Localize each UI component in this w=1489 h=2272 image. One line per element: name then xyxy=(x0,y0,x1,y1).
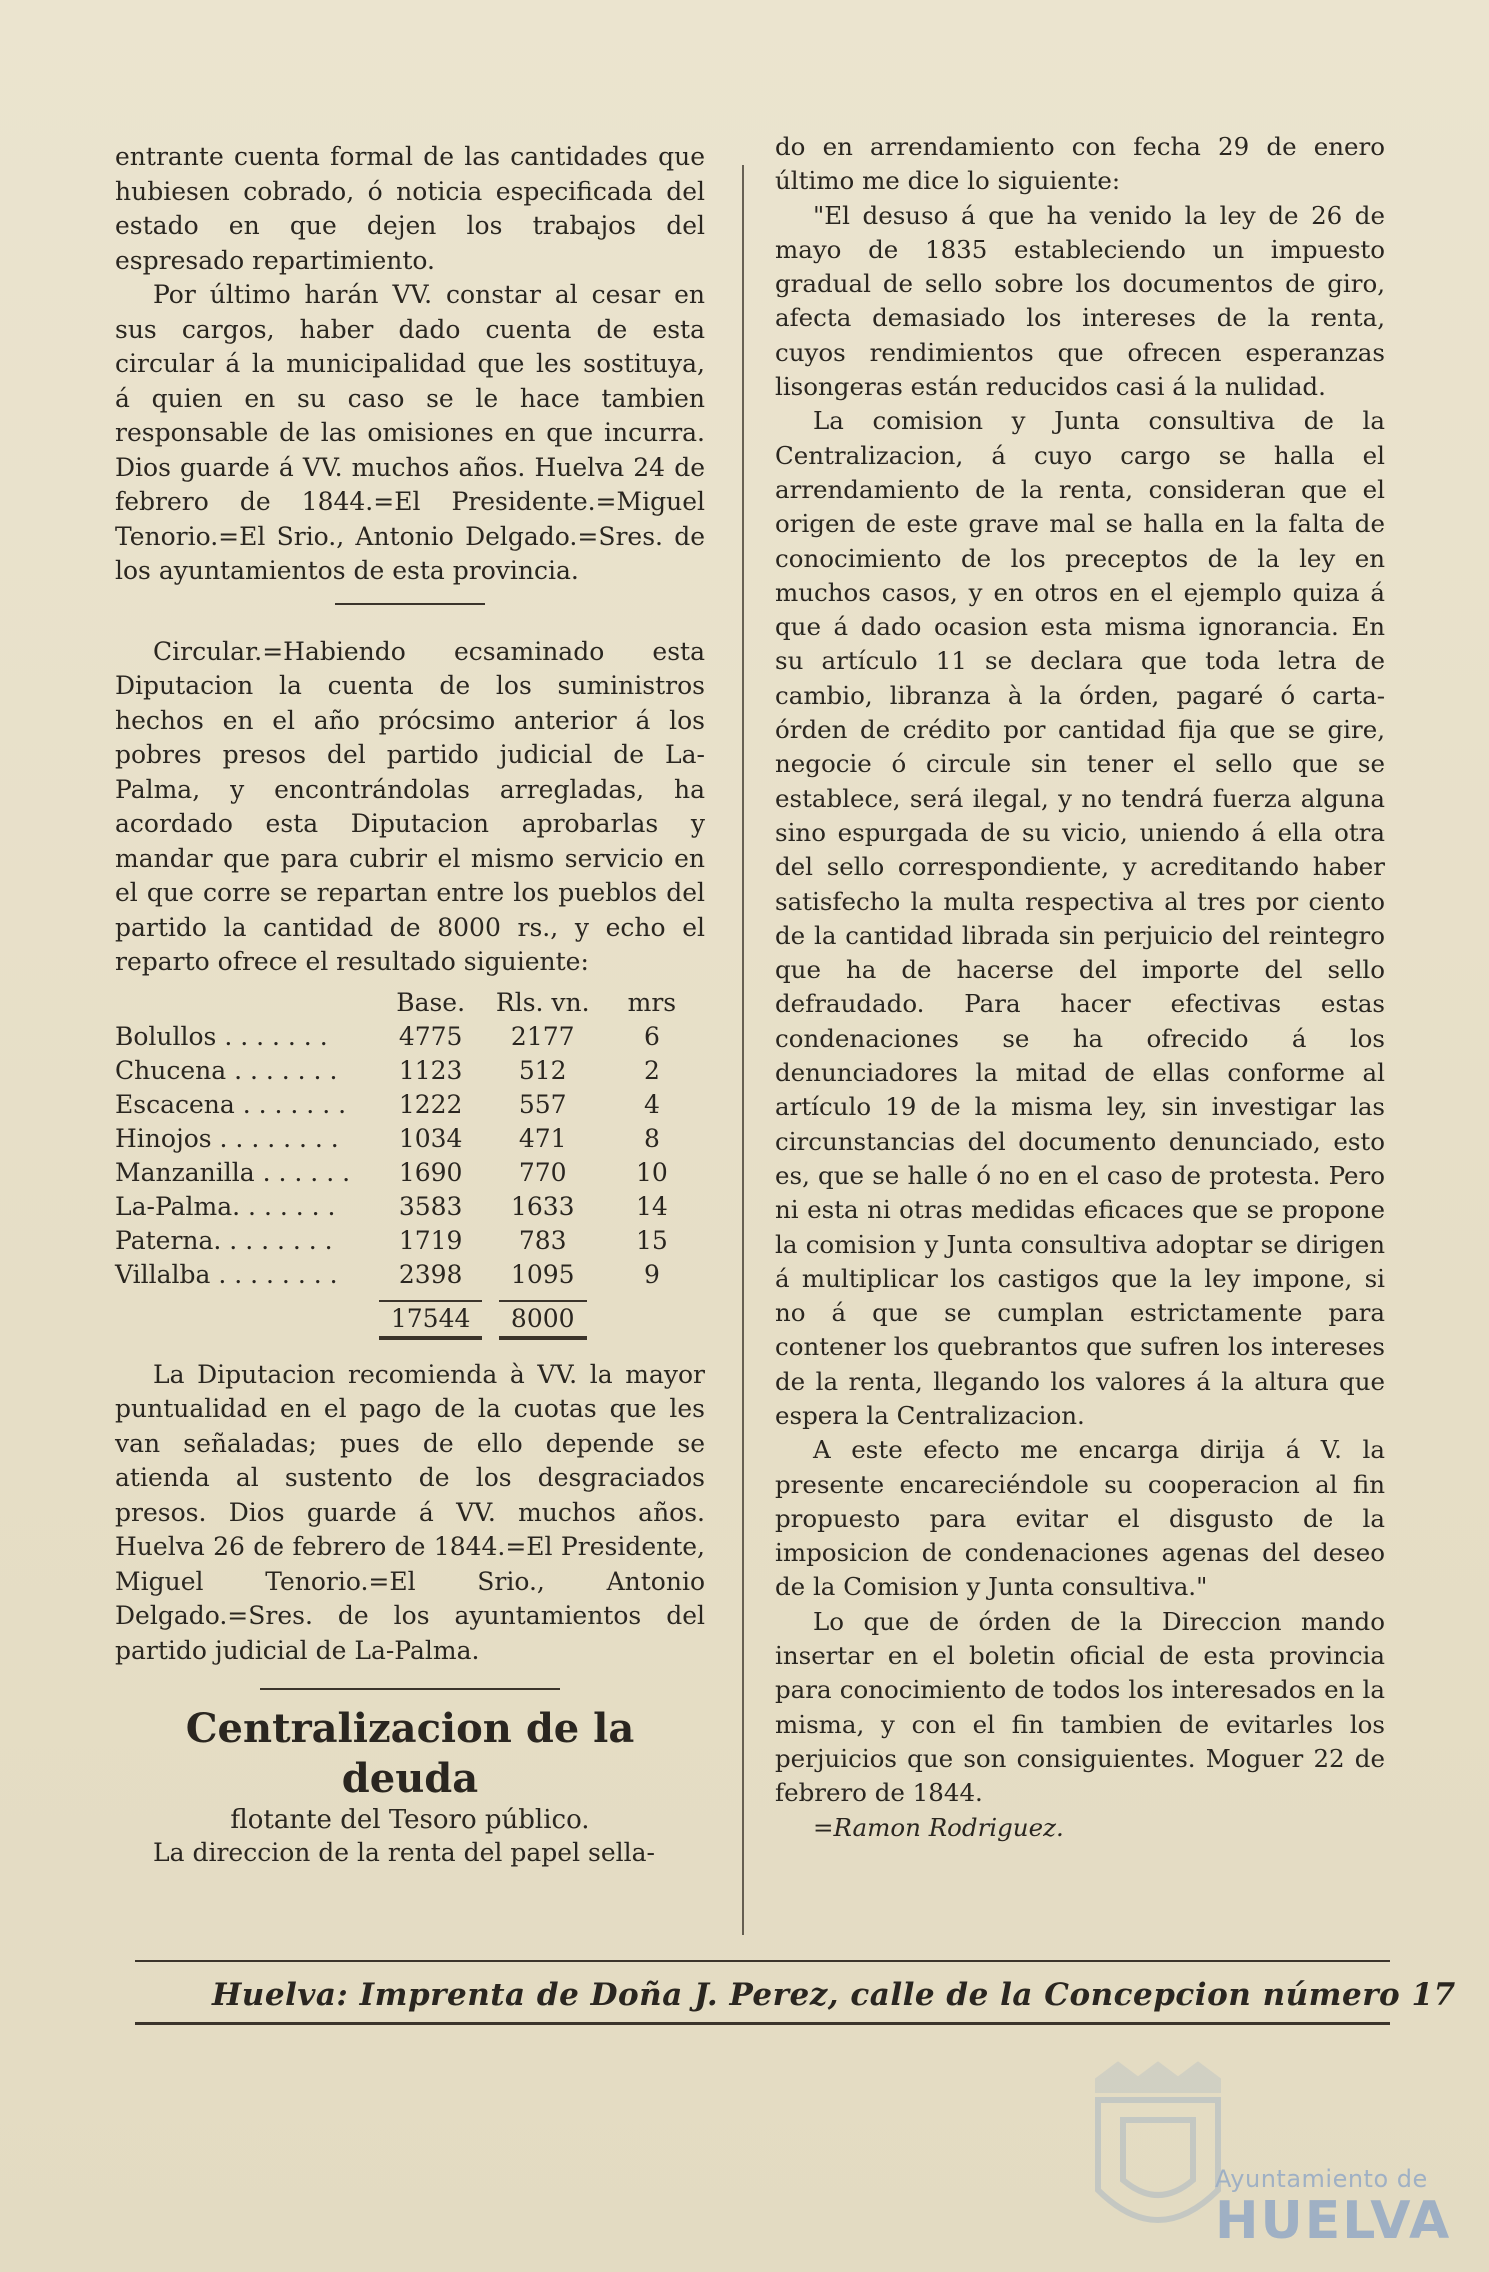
paragraph-right-5: Lo que de órden de la Direccion mando insertar en el boletin oficial de esta provincia para conocimiento de todos los interesados en la misma, y con el fin tambien de evitarles los perjuicios que son consiguientes. Moguer 22 de febrero de 1844. xyxy=(775,1606,1385,1808)
table-header-cell: Rls. vn. xyxy=(495,987,590,1017)
town-name: Bolullos . . . . . . . xyxy=(115,1021,328,1051)
footer-rule-bottom xyxy=(135,2022,1390,2025)
paragraph-left-1: entrante cuenta formal de las cantidades que hubiesen cobrado, ó noticia especificada del estado en que dejen los trabajos del espresado repartimiento. xyxy=(115,142,705,275)
base-value: 1222 xyxy=(398,1089,463,1119)
town-name: Villalba . . . . . . . . xyxy=(115,1259,338,1289)
signature: =Ramon Rodriguez. xyxy=(813,1812,1064,1842)
section-subheading: flotante del Tesoro público. xyxy=(230,1805,590,1835)
rls-value: 783 xyxy=(518,1225,567,1255)
rls-value: 1633 xyxy=(510,1191,575,1221)
table-row xyxy=(115,1258,705,1292)
town-name: Chucena . . . . . . . xyxy=(115,1055,338,1085)
table-header-cell: mrs xyxy=(627,987,677,1017)
table-row xyxy=(115,1020,705,1054)
rls-value: 770 xyxy=(518,1157,567,1187)
mrs-value: 14 xyxy=(635,1191,668,1221)
base-value: 4775 xyxy=(398,1021,463,1051)
table-row xyxy=(115,1224,705,1258)
mrs-value: 9 xyxy=(643,1259,660,1289)
mrs-value: 15 xyxy=(635,1225,668,1255)
footer-rule xyxy=(135,1960,1390,1962)
town-name: Hinojos . . . . . . . . xyxy=(115,1123,339,1153)
table-row xyxy=(115,1054,705,1088)
table-row xyxy=(115,1190,705,1224)
watermark-text xyxy=(1215,2165,1451,2249)
paragraph-right-1: do en arrendamiento con fecha 29 de enero último me dice lo siguiente: xyxy=(775,132,1385,196)
base-value: 1690 xyxy=(398,1157,463,1187)
paragraph-right-3: La comision y Junta consultiva de la Centralizacion, á cuyo cargo se halla el arrendamiento de la renta, consideran que el origen de este grave mal se halla en la falta de conocimiento de los preceptos de la ley en muchos casos, y en otros en el ejemplo quiza á que á dado ocasion esta misma ignorancia. En su artículo 11 se declara que toda letra de cambio, libranza à la órden, pagaré ó carta-órden de crédito por cantidad fija que se gire, negocie ó circule sin tener el sello que se establece, será ilegal, y no tendrá fuerza alguna sino espurgada de su vicio, uniendo á ella otra del sello correspondiente, y acreditando haber satisfecho la multa respectiva al tres por ciento de la cantidad librada sin perjuicio del reintegro que ha de hacerse del importe del sello defraudado. Para hacer efectivas estas condenaciones se ha ofrecido á los denunciadores la mitad de ellas conforme al artículo 19 de la misma ley, sin investigar las circunstancias del documento denunciado, esto es, que se halle ó no en el caso de protesta. Pero ni esta ni otras medidas eficaces que se propone la comision y Junta consultiva adoptar se dirigen á multiplicar los castigos que la ley impone, si no á que se cumplan estrictamente para contener los quebrantos que sufren los intereses de la renta, llegando los valores á la altura que espera la Centralizacion. xyxy=(775,406,1385,1430)
rls-value: 557 xyxy=(518,1089,567,1119)
table-header-cell xyxy=(115,986,375,1020)
rls-value: 1095 xyxy=(510,1259,575,1289)
rls-value: 512 xyxy=(518,1055,567,1085)
watermark-line-1: Ayuntamiento de xyxy=(1215,2165,1428,2193)
table-total-row xyxy=(115,1292,705,1340)
table-row xyxy=(115,1156,705,1190)
mrs-value: 4 xyxy=(643,1089,660,1119)
section-divider xyxy=(335,603,485,605)
base-value: 1123 xyxy=(398,1055,463,1085)
town-name: Manzanilla . . . . . . xyxy=(115,1157,351,1187)
watermark-line-2: HUELVA xyxy=(1215,2191,1452,2251)
paragraph-left-3: Circular.=Habiendo ecsaminado esta Diputacion la cuenta de los suministros hechos en el año prócsimo anterior á los pobres presos del partido judicial de La-Palma, y encontrándolas arregladas, ha acordado esta Diputacion aprobarlas y mandar que para cubrir el mismo servicio en el que corre se repartan entre los pueblos del partido la cantidad de 8000 rs., y echo el reparto ofrece el resultado siguiente: xyxy=(115,636,705,976)
paragraph-left-2: Por último harán VV. constar al cesar en sus cargos, haber dado cuenta de esta circular á la municipalidad que les sostituya, á quien en su caso se le hace tambien responsable de las omisiones en que incurra. Dios guarde á VV. muchos años. Huelva 24 de febrero de 1844.=El Presidente.=Miguel Tenorio.=El Srio., Antonio Delgado.=Sres. de los ayuntamientos de esta provincia. xyxy=(115,280,705,585)
table-header-cell: Base. xyxy=(396,987,466,1017)
mrs-value: 2 xyxy=(643,1055,660,1085)
paragraph-right-4: A este efecto me encarga dirija á V. la presente encareciéndole su cooperacion al fin propuesto para evitar el disgusto de la imposicion de condenaciones agenas del deseo de la Comision y Junta consultiva." xyxy=(775,1435,1385,1602)
base-value: 3583 xyxy=(398,1191,463,1221)
distribution-table xyxy=(115,986,705,1340)
left-column xyxy=(115,140,705,1871)
table-header-row xyxy=(115,986,705,1020)
mrs-value: 10 xyxy=(635,1157,668,1187)
imprint-footer: Huelva: Imprenta de Doña J. Perez, calle de la Concepcion número 17 xyxy=(212,1977,1456,2013)
town-name: Paterna. . . . . . . . xyxy=(115,1225,333,1255)
total-rls: 8000 xyxy=(499,1300,587,1340)
column-divider xyxy=(742,165,744,1935)
section-heading: Centralizacion de la deuda xyxy=(185,1705,635,1802)
paragraph-left-4: La Diputacion recomienda à VV. la mayor puntualidad en el pago de la cuotas que les van señaladas; pues de ello depende se atienda al sustento de los desgraciados presos. Dios guarde á VV. muchos años. Huelva 26 de febrero de 1844.=El Presidente, Miguel Tenorio.=El Srio., Antonio Delgado.=Sres. de los ayuntamientos del partido judicial de La-Palma. xyxy=(115,1359,705,1665)
mrs-value: 8 xyxy=(643,1123,660,1153)
right-column xyxy=(775,132,1385,1845)
mrs-value: 6 xyxy=(643,1021,660,1051)
base-value: 2398 xyxy=(398,1259,463,1289)
paragraph-left-5: La direccion de la renta del papel sella- xyxy=(153,1838,655,1867)
rls-value: 471 xyxy=(518,1123,567,1153)
rls-value: 2177 xyxy=(510,1021,575,1051)
table-row xyxy=(115,1122,705,1156)
table-row xyxy=(115,1088,705,1122)
section-divider xyxy=(260,1688,560,1690)
town-name: La-Palma. . . . . . . xyxy=(115,1191,336,1221)
base-value: 1034 xyxy=(398,1123,463,1153)
town-name: Escacena . . . . . . . xyxy=(115,1089,347,1119)
paragraph-right-2: "El desuso á que ha venido la ley de 26 de mayo de 1835 estableciendo un impuesto gradual de sello sobre los documentos de giro, afecta demasiado los intereses de la renta, cuyos rendimientos que ofrecen esperanzas lisongeras están reducidos casi á la nulidad. xyxy=(775,200,1385,402)
base-value: 1719 xyxy=(398,1225,463,1255)
total-base: 17544 xyxy=(379,1300,483,1340)
